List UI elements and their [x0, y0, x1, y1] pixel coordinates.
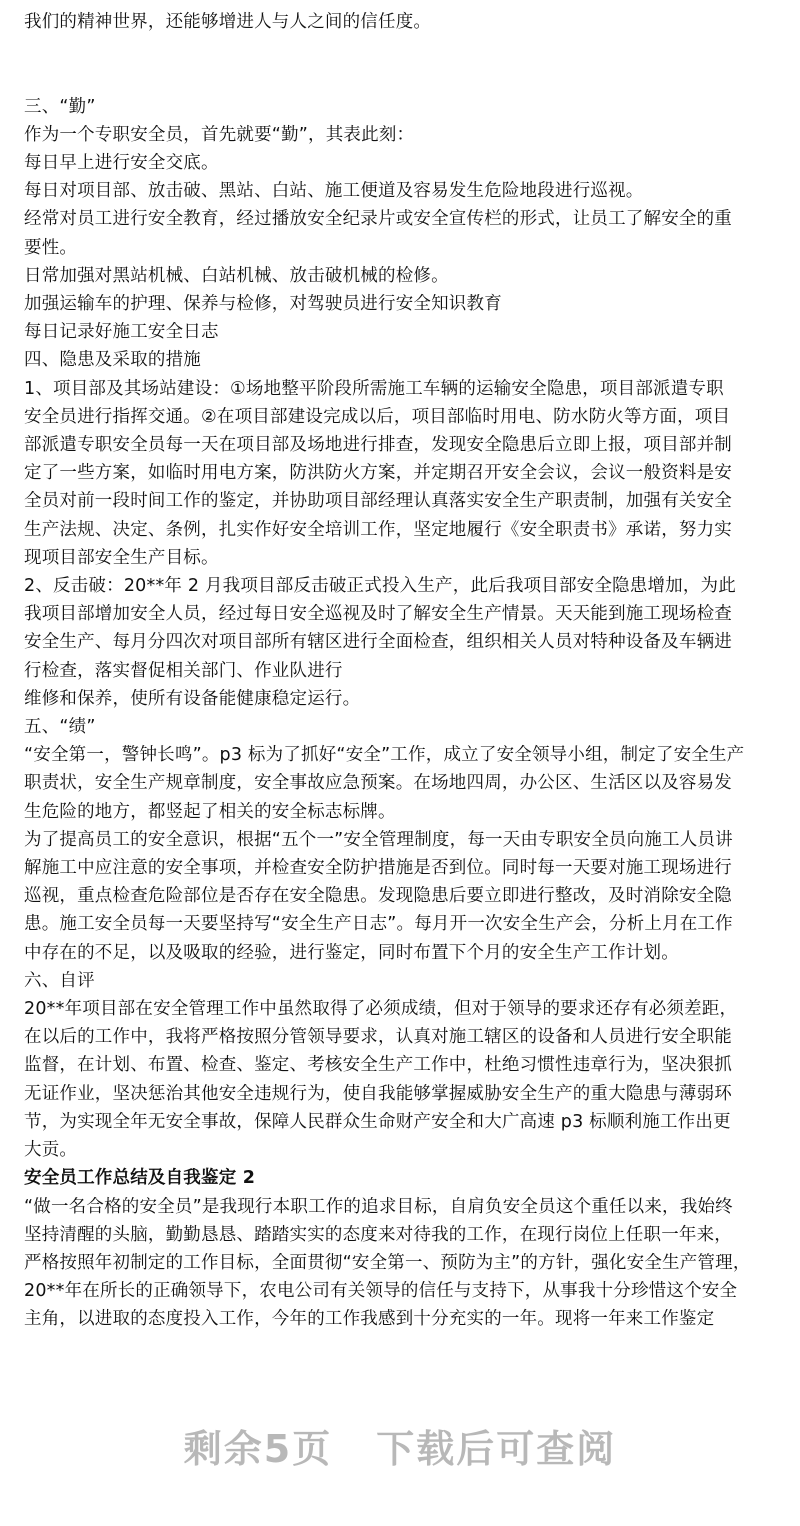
text-line: 2、反击破：20**年 2 月我项目部反击破正式投入生产，此后我项目部安全隐患增加，为此: [24, 576, 736, 597]
text-line: 六、自评: [24, 970, 95, 991]
text-line: 我们的精神世界，还能够增进人与人之间的信任度。: [24, 12, 432, 32]
text-line: 为了提高员工的安全意识，根据“五个一”安全管理制度，每一天由专职安全员向施工人员讲: [24, 829, 733, 850]
text-line: 解施工中应注意的安全事项，并检查安全防护措施是否到位。同时每一天要对施工现场进行: [24, 858, 732, 879]
text-line: “安全第一，警钟长鸣”。p3 标为了抓好“安全”工作，成立了安全领导小组，制定了安全生产: [24, 745, 745, 766]
text-line: 加强运输车的护理、保养与检修，对驾驶员进行安全知识教育: [24, 294, 502, 314]
text-line: 我项目部增加安全人员，经过每日安全巡视及时了解安全生产情景。天天能到施工现场检查: [24, 604, 732, 625]
text-line: “做一名合格的安全员”是我现行本职工作的追求目标，自肩负安全员这个重任以来，我始终: [24, 1196, 733, 1217]
text-line: 作为一个专职安全员，首先就要“勤”，其表此刻：: [24, 124, 415, 145]
text-line: 生危险的地方，都竖起了相关的安全标志标牌。: [24, 801, 396, 822]
download-to-view-label[interactable]: 下载后可查阅: [376, 1427, 617, 1471]
text-line: 三、“勤”: [24, 96, 96, 117]
text-line: 严格按照年初制定的工作目标，全面贯彻“安全第一、预防为主”的方针，强化安全生产管理，: [24, 1252, 751, 1273]
text-line: 节，为实现全年无安全事故，保障人民群众生命财产安全和大广高速 p3 标顺利施工作出更: [24, 1111, 731, 1132]
text-line: 每日早上进行安全交底。: [24, 152, 219, 173]
text-line: 中存在的不足，以及吸取的经验，进行鉴定，同时布置下个月的安全生产工作计划。: [24, 942, 679, 963]
document-body: [24, 8, 784, 1334]
text-line: 四、隐患及采取的措施: [24, 350, 201, 371]
text-line: 大贡。: [24, 1140, 78, 1161]
text-line: 安全员进行指挥交通。②在项目部建设完成以后，项目部临时用电、防水防火等方面，项目: [24, 406, 731, 427]
text-line: 巡视，重点检查危险部位是否存在安全隐患。发现隐患后要立即进行整改，及时消除安全隐: [24, 886, 732, 907]
text-line: 20**年项目部在安全管理工作中虽然取得了必须成绩，但对于领导的要求还存有必须差距，: [24, 999, 738, 1020]
text-line: 日常加强对黑站机械、白站机械、放击破机械的检修。: [24, 265, 449, 286]
text-line: 职责状，安全生产规章制度，安全事故应急预案。在场地四周，办公区、生活区以及容易发: [24, 773, 732, 794]
text-line: 经常对员工进行安全教育，经过播放安全纪录片或安全宣传栏的形式，让员工了解安全的重: [24, 209, 732, 230]
text-line: 无证作业，坚决惩治其他安全违规行为，使自我能够掌握威胁安全生产的重大隐患与薄弱环: [24, 1083, 732, 1104]
text-line: 安全生产、每月分四次对项目部所有辖区进行全面检查，组织相关人员对特种设备及车辆进: [24, 632, 732, 653]
text-line: 部派遣专职安全员每一天在项目部及场地进行排查，发现安全隐患后立即上报，项目部并制: [24, 435, 732, 456]
text-line: 要性。: [24, 237, 78, 258]
text-line: 每日记录好施工安全日志: [24, 322, 219, 343]
text-line: 每日对项目部、放击破、黑站、白站、施工便道及容易发生危险地段进行巡视。: [24, 181, 644, 202]
text-line: 生产法规、决定、条例，扎实作好安全培训工作，坚定地履行《安全职责书》承诺，努力实: [24, 519, 732, 540]
download-prompt[interactable]: [0, 1418, 800, 1473]
text-line: 行检查，落实督促相关部门、作业队进行: [24, 660, 343, 681]
text-line: 定了一些方案，如临时用电方案，防洪防火方案，并定期召开安全会议，会议一般资料是安: [24, 463, 732, 484]
text-line: 患。施工安全员每一天要坚持写“安全生产日志”。每月开一次安全生产会，分析上月在工作: [24, 914, 733, 935]
text-line: 1、项目部及其场站建设：①场地整平阶段所需施工车辆的运输安全隐患，项目部派遣专职: [24, 378, 724, 399]
section-title: 安全员工作总结及自我鉴定 2: [24, 1168, 256, 1189]
text-line: 全员对前一段时间工作的鉴定，并协助项目部经理认真落实安全生产职责制，加强有关安全: [24, 491, 732, 512]
text-line: 维修和保养，使所有设备能健康稳定运行。: [24, 688, 361, 709]
text-line: 坚持清醒的头脑，勤勤恳恳、踏踏实实的态度来对待我的工作，在现行岗位上任职一年来，: [24, 1224, 732, 1245]
text-line: 20**年在所长的正确领导下，农电公司有关领导的信任与支持下，从事我十分珍惜这个安全: [24, 1281, 738, 1302]
blank-line: [24, 64, 784, 92]
text-line: 主角，以进取的态度投入工作，今年的工作我感到十分充实的一年。现将一年来工作鉴定: [24, 1309, 715, 1330]
blank-line: [24, 36, 784, 64]
text-line: 五、“绩”: [24, 717, 96, 738]
remaining-pages-label: 剩余5页: [183, 1427, 333, 1471]
text-line: 监督，在计划、布置、检查、鉴定、考核安全生产工作中，杜绝习惯性违章行为，坚决狠抓: [24, 1055, 732, 1076]
text-line: 现项目部安全生产目标。: [24, 547, 219, 568]
text-line: 在以后的工作中，我将严格按照分管领导要求，认真对施工辖区的设备和人员进行安全职能: [24, 1027, 732, 1048]
